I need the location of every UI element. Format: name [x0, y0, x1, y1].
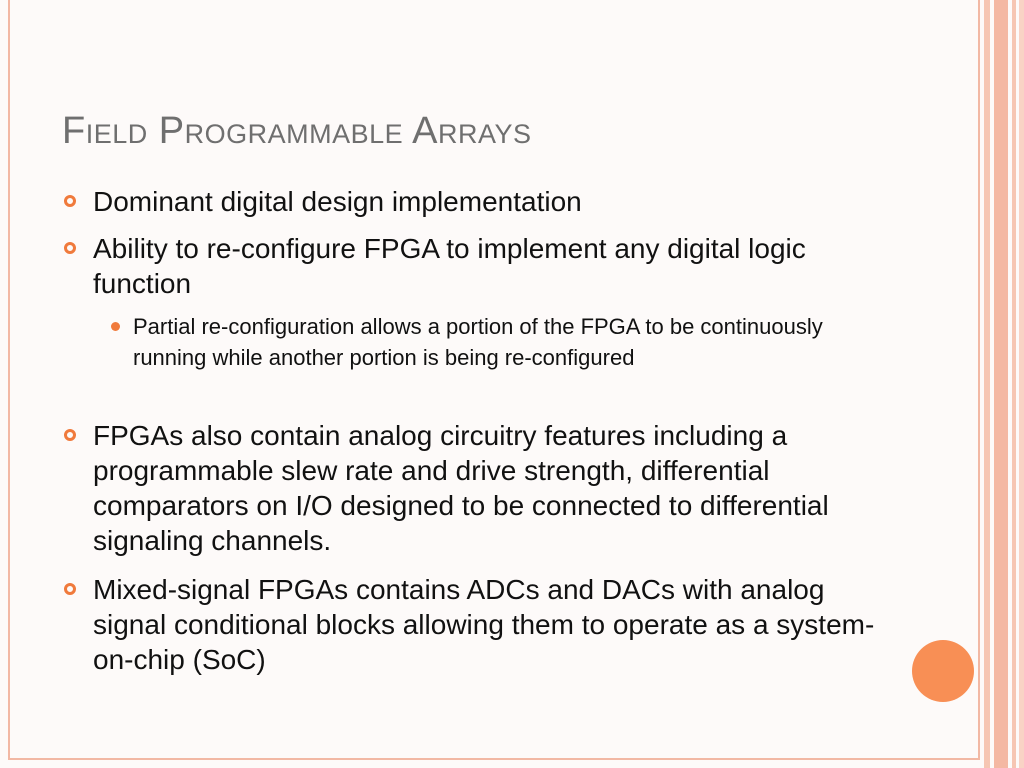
decor-stripe [1019, 0, 1024, 768]
dot-bullet-icon [111, 322, 120, 331]
bullet-text: Ability to re-configure FPGA to implement any digital logic function [93, 233, 806, 299]
ring-bullet-icon [64, 195, 76, 207]
decor-stripe [994, 0, 1008, 768]
bullet-item [93, 572, 883, 677]
bullet-text: Dominant digital design implementation [93, 186, 582, 217]
decor-stripe [984, 0, 990, 768]
bullet-item [93, 231, 883, 301]
bullet-item [93, 184, 883, 219]
ring-bullet-icon [64, 429, 76, 441]
bullet-text: FPGAs also contain analog circuitry features including a programmable slew rate and drive strength, differential comparators on I/O designed to be connected to differential signaling channels. [93, 420, 829, 556]
decor-circle [912, 640, 974, 702]
sub-bullet-item [133, 311, 873, 373]
bullet-item [93, 418, 883, 558]
decor-stripe [1012, 0, 1016, 768]
ring-bullet-icon [64, 242, 76, 254]
bullet-text: Mixed-signal FPGAs contains ADCs and DACs with analog signal conditional blocks allowing them to operate as a system-on-chip (SoC) [93, 574, 875, 675]
ring-bullet-icon [64, 583, 76, 595]
sub-bullet-text: Partial re-configuration allows a portion of the FPGA to be continuously running while another portion is being re-configured [133, 314, 823, 370]
slide-title: Field Programmable Arrays [62, 110, 532, 152]
